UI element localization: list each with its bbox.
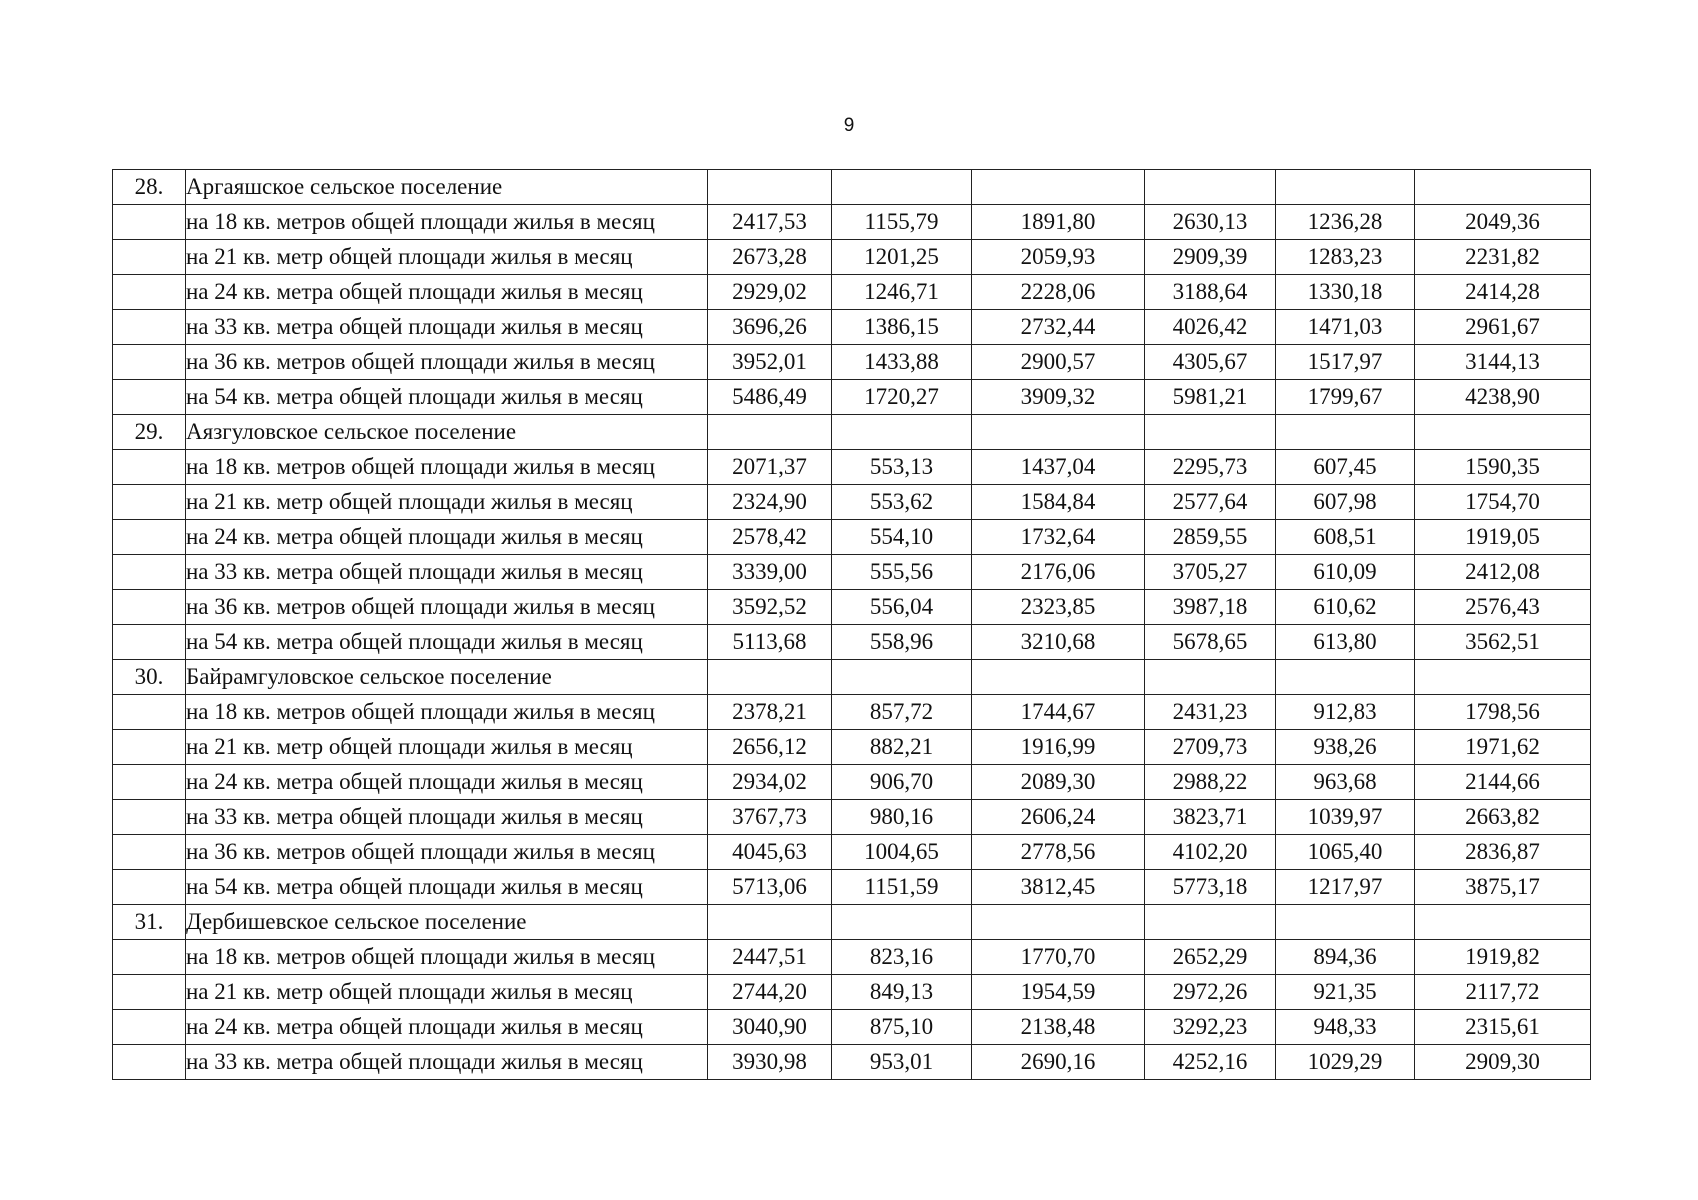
value-cell: 5113,68 [708,625,832,660]
empty-cell [1276,660,1415,695]
page-number: 9 [843,115,855,136]
row-label: на 21 кв. метр общей площади жилья в месяц [186,975,708,1010]
value-cell: 1433,88 [832,345,972,380]
empty-cell [972,660,1145,695]
value-cell: 1029,29 [1276,1045,1415,1080]
section-name: Аязгуловское сельское поселение [186,415,708,450]
value-cell: 2778,56 [972,835,1145,870]
value-cell: 2412,08 [1415,555,1591,590]
value-cell: 938,26 [1276,730,1415,765]
value-cell: 3210,68 [972,625,1145,660]
value-cell: 1720,27 [832,380,972,415]
value-cell: 1919,05 [1415,520,1591,555]
table-row [113,310,1591,345]
empty-cell [1415,660,1591,695]
value-cell: 2071,37 [708,450,832,485]
value-cell: 3339,00 [708,555,832,590]
value-cell: 554,10 [832,520,972,555]
value-cell: 4238,90 [1415,380,1591,415]
value-cell: 4305,67 [1145,345,1276,380]
empty-cell [113,835,186,870]
value-cell: 3705,27 [1145,555,1276,590]
table-row [113,730,1591,765]
section-number: 29. [113,415,186,450]
empty-cell [1415,905,1591,940]
table-row [113,345,1591,380]
value-cell: 980,16 [832,800,972,835]
value-cell: 2059,93 [972,240,1145,275]
empty-cell [708,660,832,695]
value-cell: 3292,23 [1145,1010,1276,1045]
value-cell: 610,62 [1276,590,1415,625]
row-label: на 54 кв. метра общей площади жилья в месяц [186,625,708,660]
value-cell: 3823,71 [1145,800,1276,835]
row-label: на 33 кв. метра общей площади жилья в месяц [186,310,708,345]
row-label: на 24 кв. метра общей площади жилья в месяц [186,765,708,800]
value-cell: 3987,18 [1145,590,1276,625]
empty-cell [832,170,972,205]
value-cell: 5773,18 [1145,870,1276,905]
table-row [113,870,1591,905]
value-cell: 2231,82 [1415,240,1591,275]
value-cell: 2656,12 [708,730,832,765]
value-cell: 4252,16 [1145,1045,1276,1080]
value-cell: 3040,90 [708,1010,832,1045]
value-cell: 882,21 [832,730,972,765]
value-cell: 1201,25 [832,240,972,275]
section-header-row [113,415,1591,450]
value-cell: 607,45 [1276,450,1415,485]
empty-cell [832,905,972,940]
empty-cell [113,380,186,415]
value-cell: 2576,43 [1415,590,1591,625]
value-cell: 4026,42 [1145,310,1276,345]
value-cell: 553,13 [832,450,972,485]
row-label: на 24 кв. метра общей площади жилья в месяц [186,520,708,555]
table-row [113,520,1591,555]
empty-cell [113,240,186,275]
table-row [113,240,1591,275]
row-label: на 24 кв. метра общей площади жилья в месяц [186,1010,708,1045]
empty-cell [972,415,1145,450]
value-cell: 2732,44 [972,310,1145,345]
row-label: на 18 кв. метров общей площади жилья в месяц [186,205,708,240]
row-label: на 21 кв. метр общей площади жилья в месяц [186,730,708,765]
table-row [113,380,1591,415]
value-cell: 2630,13 [1145,205,1276,240]
table-row [113,1010,1591,1045]
value-cell: 1584,84 [972,485,1145,520]
value-cell: 1236,28 [1276,205,1415,240]
value-cell: 921,35 [1276,975,1415,1010]
empty-cell [113,520,186,555]
section-number: 31. [113,905,186,940]
value-cell: 2961,67 [1415,310,1591,345]
table-row [113,695,1591,730]
value-cell: 3767,73 [708,800,832,835]
value-cell: 1919,82 [1415,940,1591,975]
table-row [113,450,1591,485]
value-cell: 2690,16 [972,1045,1145,1080]
value-cell: 2414,28 [1415,275,1591,310]
empty-cell [1276,905,1415,940]
value-cell: 1004,65 [832,835,972,870]
empty-cell [113,1010,186,1045]
empty-cell [832,660,972,695]
value-cell: 2089,30 [972,765,1145,800]
value-cell: 2673,28 [708,240,832,275]
table-row [113,800,1591,835]
empty-cell [113,485,186,520]
empty-cell [1145,660,1276,695]
value-cell: 1386,15 [832,310,972,345]
value-cell: 857,72 [832,695,972,730]
empty-cell [113,205,186,240]
value-cell: 1330,18 [1276,275,1415,310]
value-cell: 1732,64 [972,520,1145,555]
value-cell: 894,36 [1276,940,1415,975]
empty-cell [113,1045,186,1080]
value-cell: 2431,23 [1145,695,1276,730]
empty-cell [1276,415,1415,450]
value-cell: 2988,22 [1145,765,1276,800]
value-cell: 2909,30 [1415,1045,1591,1080]
row-label: на 24 кв. метра общей площади жилья в месяц [186,275,708,310]
empty-cell [832,415,972,450]
value-cell: 558,96 [832,625,972,660]
value-cell: 1217,97 [1276,870,1415,905]
value-cell: 875,10 [832,1010,972,1045]
value-cell: 3812,45 [972,870,1145,905]
empty-cell [1415,415,1591,450]
row-label: на 21 кв. метр общей площади жилья в месяц [186,485,708,520]
value-cell: 1971,62 [1415,730,1591,765]
row-label: на 18 кв. метров общей площади жилья в месяц [186,450,708,485]
value-cell: 2144,66 [1415,765,1591,800]
empty-cell [113,975,186,1010]
empty-cell [1276,170,1415,205]
row-label: на 33 кв. метра общей площади жилья в месяц [186,555,708,590]
row-label: на 33 кв. метра общей площади жилья в месяц [186,800,708,835]
value-cell: 1744,67 [972,695,1145,730]
value-cell: 1954,59 [972,975,1145,1010]
value-cell: 2378,21 [708,695,832,730]
value-cell: 553,62 [832,485,972,520]
value-cell: 2900,57 [972,345,1145,380]
empty-cell [113,940,186,975]
value-cell: 610,09 [1276,555,1415,590]
value-cell: 849,13 [832,975,972,1010]
value-cell: 3144,13 [1415,345,1591,380]
value-cell: 3930,98 [708,1045,832,1080]
value-cell: 1754,70 [1415,485,1591,520]
table-row [113,555,1591,590]
empty-cell [113,310,186,345]
value-cell: 1039,97 [1276,800,1415,835]
value-cell: 3909,32 [972,380,1145,415]
value-cell: 906,70 [832,765,972,800]
section-number: 28. [113,170,186,205]
empty-cell [113,275,186,310]
value-cell: 2417,53 [708,205,832,240]
value-cell: 555,56 [832,555,972,590]
table-row [113,835,1591,870]
row-label: на 18 кв. метров общей площади жилья в месяц [186,695,708,730]
section-header-row [113,170,1591,205]
table-row [113,485,1591,520]
empty-cell [708,905,832,940]
section-name: Дербишевское сельское поселение [186,905,708,940]
value-cell: 953,01 [832,1045,972,1080]
value-cell: 2228,06 [972,275,1145,310]
value-cell: 1517,97 [1276,345,1415,380]
value-cell: 2709,73 [1145,730,1276,765]
section-name: Аргаяшское сельское поселение [186,170,708,205]
table-row [113,625,1591,660]
section-header-row [113,660,1591,695]
value-cell: 2447,51 [708,940,832,975]
value-cell: 963,68 [1276,765,1415,800]
row-label: на 33 кв. метра общей площади жилья в месяц [186,1045,708,1080]
value-cell: 2049,36 [1415,205,1591,240]
value-cell: 823,16 [832,940,972,975]
value-cell: 1471,03 [1276,310,1415,345]
table-row [113,590,1591,625]
empty-cell [113,450,186,485]
value-cell: 4045,63 [708,835,832,870]
value-cell: 3188,64 [1145,275,1276,310]
value-cell: 3696,26 [708,310,832,345]
value-cell: 2859,55 [1145,520,1276,555]
value-cell: 1916,99 [972,730,1145,765]
empty-cell [113,625,186,660]
value-cell: 3592,52 [708,590,832,625]
empty-cell [113,695,186,730]
tariff-table [112,169,1591,1080]
empty-cell [113,765,186,800]
empty-cell [1145,170,1276,205]
value-cell: 3562,51 [1415,625,1591,660]
empty-cell [113,555,186,590]
value-cell: 2577,64 [1145,485,1276,520]
value-cell: 2606,24 [972,800,1145,835]
row-label: на 21 кв. метр общей площади жилья в месяц [186,240,708,275]
value-cell: 2652,29 [1145,940,1276,975]
value-cell: 1891,80 [972,205,1145,240]
value-cell: 2138,48 [972,1010,1145,1045]
empty-cell [1415,170,1591,205]
value-cell: 607,98 [1276,485,1415,520]
value-cell: 3875,17 [1415,870,1591,905]
section-number: 30. [113,660,186,695]
value-cell: 1283,23 [1276,240,1415,275]
value-cell: 5713,06 [708,870,832,905]
value-cell: 1155,79 [832,205,972,240]
value-cell: 912,83 [1276,695,1415,730]
table-row [113,275,1591,310]
empty-cell [972,905,1145,940]
value-cell: 2323,85 [972,590,1145,625]
value-cell: 5678,65 [1145,625,1276,660]
value-cell: 556,04 [832,590,972,625]
empty-cell [113,800,186,835]
value-cell: 5981,21 [1145,380,1276,415]
table-row [113,940,1591,975]
empty-cell [708,170,832,205]
value-cell: 1151,59 [832,870,972,905]
empty-cell [113,730,186,765]
value-cell: 2663,82 [1415,800,1591,835]
value-cell: 2909,39 [1145,240,1276,275]
row-label: на 36 кв. метров общей площади жилья в месяц [186,345,708,380]
value-cell: 1590,35 [1415,450,1591,485]
empty-cell [708,415,832,450]
section-name: Байрамгуловское сельское поселение [186,660,708,695]
value-cell: 2578,42 [708,520,832,555]
value-cell: 1246,71 [832,275,972,310]
value-cell: 1065,40 [1276,835,1415,870]
table-row [113,765,1591,800]
value-cell: 1437,04 [972,450,1145,485]
value-cell: 948,33 [1276,1010,1415,1045]
table-row [113,1045,1591,1080]
empty-cell [1145,415,1276,450]
value-cell: 1770,70 [972,940,1145,975]
table-row [113,975,1591,1010]
empty-cell [113,590,186,625]
row-label: на 36 кв. метров общей площади жилья в месяц [186,590,708,625]
value-cell: 3952,01 [708,345,832,380]
value-cell: 2972,26 [1145,975,1276,1010]
value-cell: 2117,72 [1415,975,1591,1010]
value-cell: 2929,02 [708,275,832,310]
empty-cell [113,870,186,905]
value-cell: 4102,20 [1145,835,1276,870]
value-cell: 613,80 [1276,625,1415,660]
value-cell: 2934,02 [708,765,832,800]
row-label: на 54 кв. метра общей площади жилья в месяц [186,380,708,415]
empty-cell [1145,905,1276,940]
value-cell: 2836,87 [1415,835,1591,870]
value-cell: 2295,73 [1145,450,1276,485]
row-label: на 36 кв. метров общей площади жилья в месяц [186,835,708,870]
value-cell: 2324,90 [708,485,832,520]
value-cell: 2176,06 [972,555,1145,590]
section-header-row [113,905,1591,940]
empty-cell [113,345,186,380]
value-cell: 2315,61 [1415,1010,1591,1045]
row-label: на 18 кв. метров общей площади жилья в месяц [186,940,708,975]
value-cell: 1799,67 [1276,380,1415,415]
value-cell: 608,51 [1276,520,1415,555]
value-cell: 2744,20 [708,975,832,1010]
table-body [113,170,1591,1080]
table-row [113,205,1591,240]
value-cell: 5486,49 [708,380,832,415]
empty-cell [972,170,1145,205]
value-cell: 1798,56 [1415,695,1591,730]
row-label: на 54 кв. метра общей площади жилья в месяц [186,870,708,905]
